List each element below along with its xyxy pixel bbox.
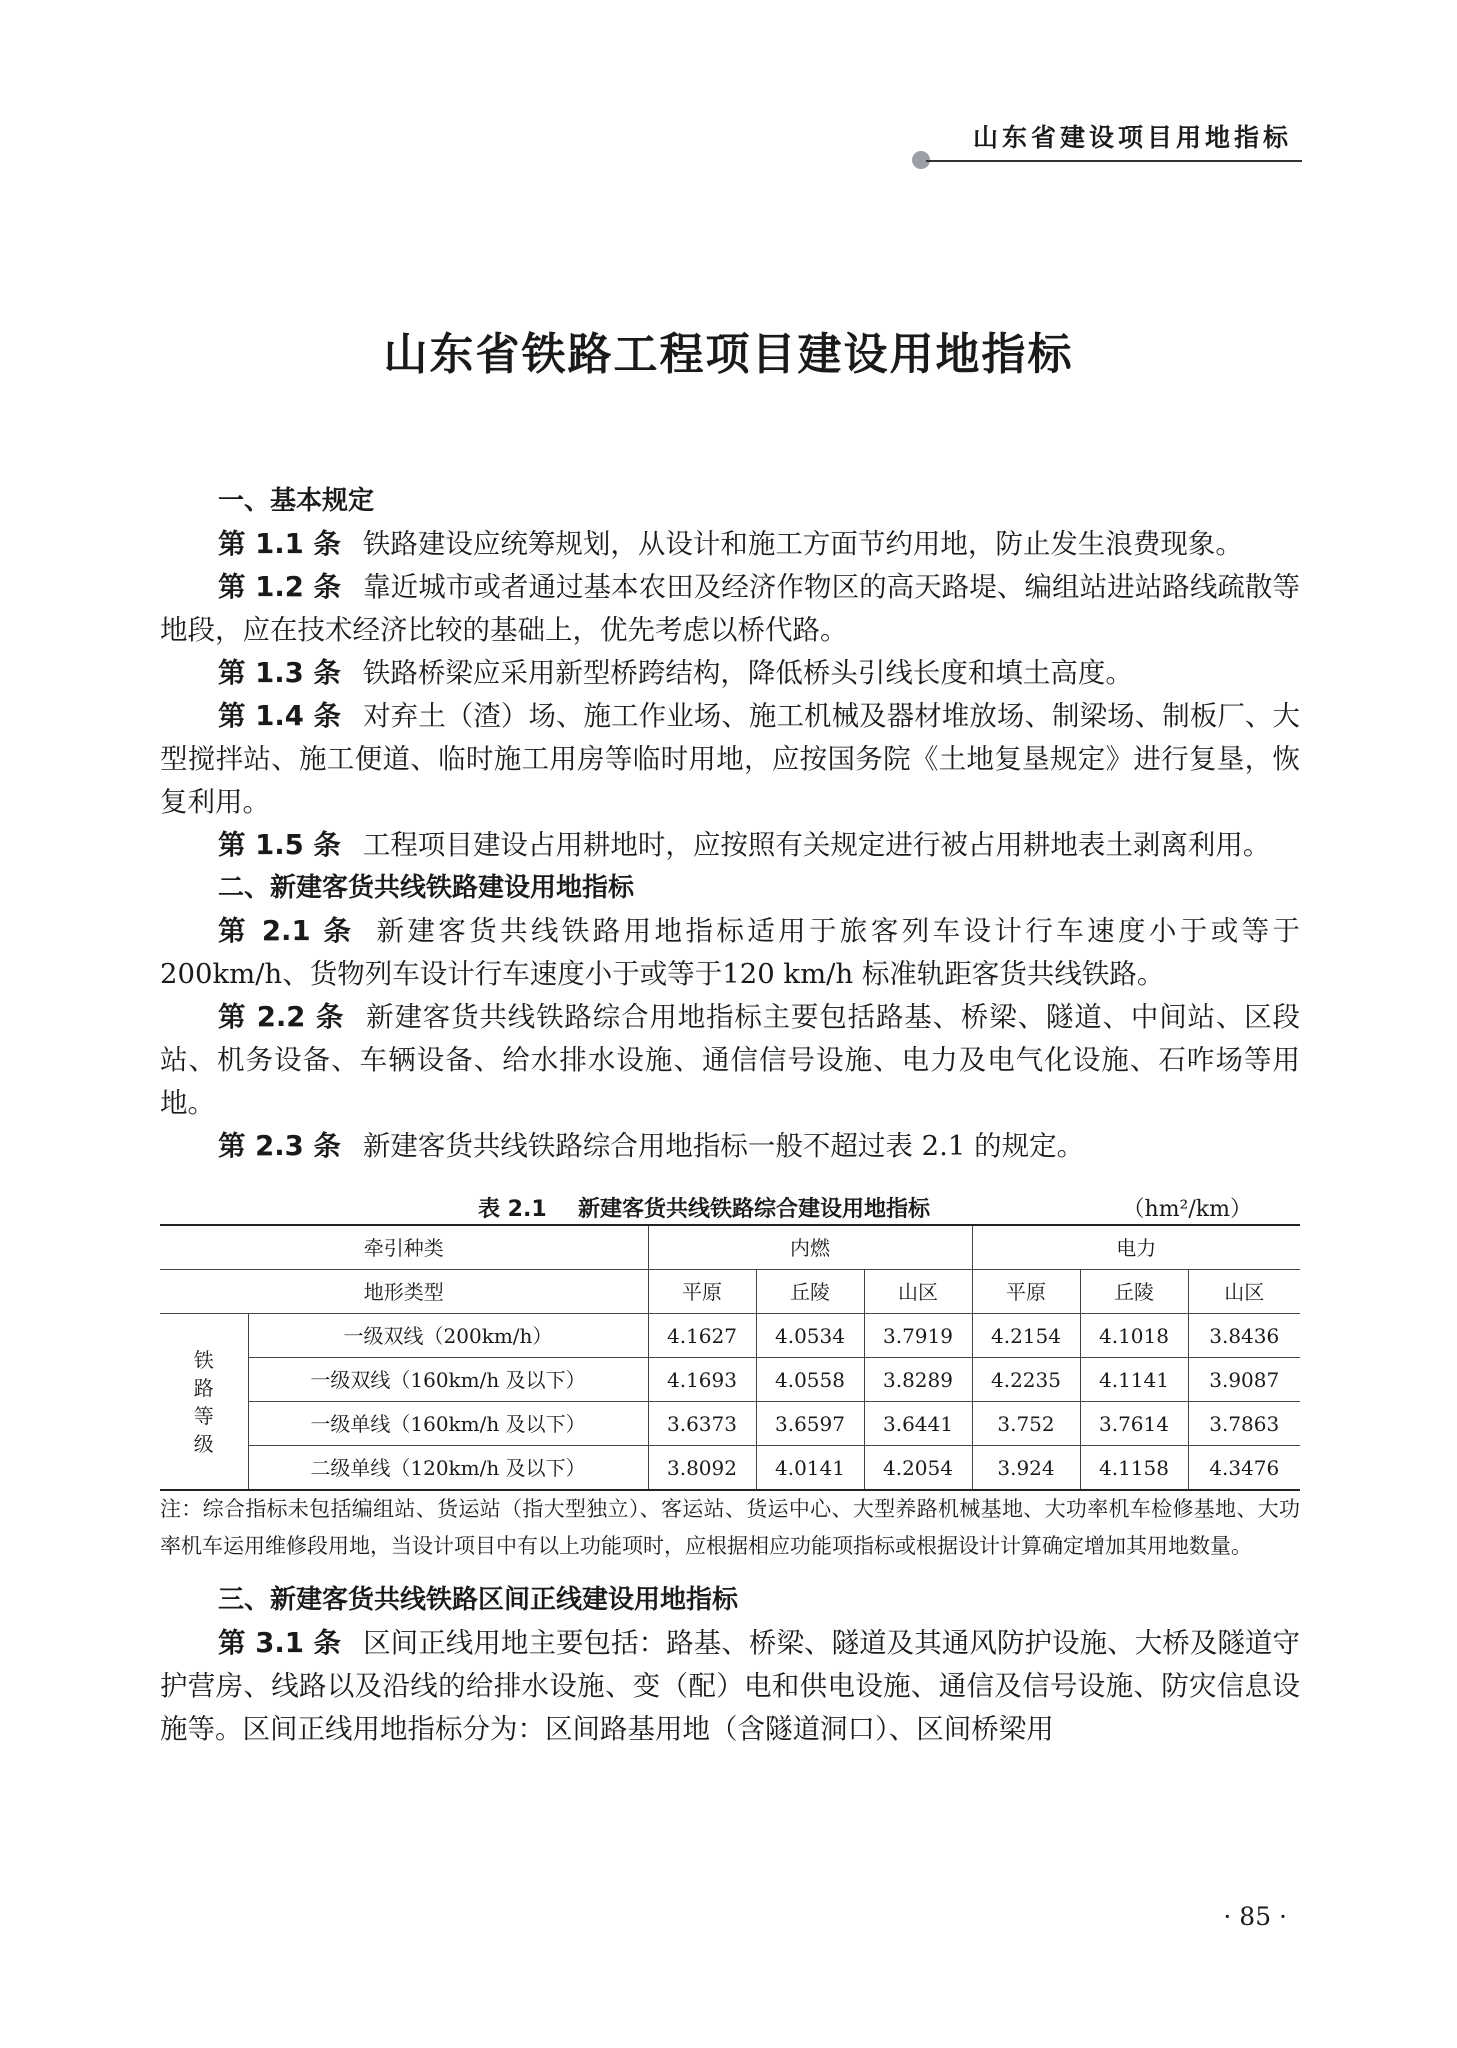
- clause-text: 靠近城市或者通过基本农田及经济作物区的高天路堤、编组站进站路线疏散等地段，应在技术经济比较的基础上，优先考虑以桥代路。: [160, 571, 1300, 646]
- running-head: [912, 118, 1302, 168]
- table-cell: 4.2235: [972, 1358, 1080, 1402]
- header-terrain: 地形类型: [160, 1270, 648, 1314]
- clause-text: 区间正线用地主要包括：路基、桥梁、隧道及其通风防护设施、大桥及隧道守护营房、线路以及沿线的给排水设施、变（配）电和供电设施、通信及信号设施、防灾信息设施等。区间正线用地指标分为：区间路基用地（含隧道洞口）、区间桥梁用: [160, 1627, 1300, 1745]
- table-header-row: [160, 1270, 1300, 1314]
- table-cell: 4.0534: [756, 1314, 864, 1358]
- table-row: [160, 1446, 1300, 1491]
- table-cell: 4.1158: [1080, 1446, 1188, 1491]
- header-electric: 电力: [972, 1225, 1300, 1270]
- terrain-cell: 山区: [864, 1270, 972, 1314]
- running-head-text: 山东省建设项目用地指标: [972, 123, 1292, 152]
- table-cell: 3.6441: [864, 1402, 972, 1446]
- clause-number: 第 2.2 条: [218, 1001, 345, 1033]
- table-caption: [160, 1180, 1300, 1224]
- table-cell: 4.0558: [756, 1358, 864, 1402]
- table-number: 表 2.1: [478, 1197, 547, 1222]
- section-heading-3: 三、新建客货共线铁路区间正线建设用地指标: [218, 1585, 739, 1615]
- header-rule: [926, 160, 1302, 162]
- clause-number: 第 1.5 条: [218, 829, 341, 861]
- clause-2-1: [160, 910, 1300, 996]
- page-title: 山东省铁路工程项目建设用地指标: [383, 329, 1074, 380]
- table-header-row: [160, 1225, 1300, 1270]
- clause-number: 第 1.1 条: [218, 528, 341, 560]
- clause-number: 第 1.3 条: [218, 657, 341, 689]
- row-label: 一级双线（200km/h）: [248, 1314, 648, 1358]
- table-row: [160, 1314, 1300, 1358]
- land-use-table: [160, 1224, 1300, 1491]
- table-cell: 3.7919: [864, 1314, 972, 1358]
- table-cell: 3.6597: [756, 1402, 864, 1446]
- table-cell: 4.1693: [648, 1358, 756, 1402]
- table-row: [160, 1358, 1300, 1402]
- clause-text: 工程项目建设占用耕地时，应按照有关规定进行被占用耕地表土剥离利用。: [362, 829, 1271, 861]
- clause-text: 对弃土（渣）场、施工作业场、施工机械及器材堆放场、制梁场、制板厂、大型搅拌站、施工便道、临时施工用房等临时用地，应按国务院《土地复垦规定》进行复垦，恢复利用。: [160, 700, 1300, 818]
- table-cell: 4.1627: [648, 1314, 756, 1358]
- terrain-cell: 平原: [972, 1270, 1080, 1314]
- table-cell: 3.752: [972, 1402, 1080, 1446]
- table-cell: 4.0141: [756, 1446, 864, 1491]
- table-cell: 3.6373: [648, 1402, 756, 1446]
- group-label: 铁路等级: [193, 1347, 214, 1456]
- page-number: · 85 ·: [1223, 1902, 1287, 1931]
- terrain-cell: 山区: [1188, 1270, 1300, 1314]
- clause-text: 新建客货共线铁路综合用地指标主要包括路基、桥梁、隧道、中间站、区段站、机务设备、车辆设备、给水排水设施、通信信号设施、电力及电气化设施、石咋场等用地。: [160, 1001, 1300, 1119]
- table-note: 注：综合指标未包括编组站、货运站（指大型独立）、客运站、货运中心、大型养路机械基地、大功率机车检修基地、大功率机车运用维修段用地，当设计项目中有以上功能项时，应根据相应功能项指标或根据设计计算确定增加其用地数量。: [160, 1497, 1300, 1558]
- table-row: [160, 1402, 1300, 1446]
- table-cell: 3.8289: [864, 1358, 972, 1402]
- clause-1-1: [160, 523, 1300, 566]
- table-cell: 3.924: [972, 1446, 1080, 1491]
- table-cell: 4.2054: [864, 1446, 972, 1491]
- row-label: 一级单线（160km/h 及以下）: [248, 1402, 648, 1446]
- header-traction: 牵引种类: [160, 1225, 648, 1270]
- clause-number: 第 2.3 条: [218, 1130, 341, 1162]
- clause-3-1: [160, 1622, 1300, 1751]
- table-cell: 3.9087: [1188, 1358, 1300, 1402]
- table-cell: 4.2154: [972, 1314, 1080, 1358]
- table-unit: （hm²/km）: [1122, 1197, 1252, 1222]
- header-diesel: 内燃: [648, 1225, 972, 1270]
- section-heading-2: 二、新建客货共线铁路建设用地指标: [218, 873, 635, 903]
- terrain-cell: 平原: [648, 1270, 756, 1314]
- clause-number: 第 1.4 条: [218, 700, 342, 732]
- clause-text: 新建客货共线铁路用地指标适用于旅客列车设计行车速度小于或等于200km/h、货物列车设计行车速度小于或等于120 km/h 标准轨距客货共线铁路。: [160, 915, 1301, 990]
- clause-text: 铁路桥梁应采用新型桥跨结构，降低桥头引线长度和填土高度。: [362, 657, 1133, 689]
- clause-number: 第 2.1 条: [218, 915, 355, 947]
- clause-number: 第 1.2 条: [218, 571, 342, 603]
- table-cell: 3.7863: [1188, 1402, 1300, 1446]
- table-cell: 3.8436: [1188, 1314, 1300, 1358]
- clause-text: 铁路建设应统筹规划，从设计和施工方面节约用地，防止发生浪费现象。: [362, 528, 1243, 560]
- table-cell: 3.8092: [648, 1446, 756, 1491]
- group-label-cell: [160, 1314, 248, 1491]
- clause-1-5: [160, 824, 1300, 867]
- clause-2-3: [160, 1125, 1300, 1168]
- table-cell: 4.1141: [1080, 1358, 1188, 1402]
- row-label: 二级单线（120km/h 及以下）: [248, 1446, 648, 1491]
- table-title: 新建客货共线铁路综合建设用地指标: [578, 1197, 931, 1222]
- terrain-cell: 丘陵: [1080, 1270, 1188, 1314]
- table-cell: 4.1018: [1080, 1314, 1188, 1358]
- table-cell: 4.3476: [1188, 1446, 1300, 1491]
- document-body: [160, 480, 1300, 1751]
- clause-text: 新建客货共线铁路综合用地指标一般不超过表 2.1 的规定。: [362, 1130, 1085, 1162]
- section-heading-1: 一、基本规定: [218, 486, 375, 516]
- row-label: 一级双线（160km/h 及以下）: [248, 1358, 648, 1402]
- terrain-cell: 丘陵: [756, 1270, 864, 1314]
- clause-1-2: [160, 566, 1300, 652]
- clause-2-2: [160, 996, 1300, 1125]
- clause-1-4: [160, 695, 1300, 824]
- clause-1-3: [160, 652, 1300, 695]
- table-cell: 3.7614: [1080, 1402, 1188, 1446]
- clause-number: 第 3.1 条: [218, 1627, 342, 1659]
